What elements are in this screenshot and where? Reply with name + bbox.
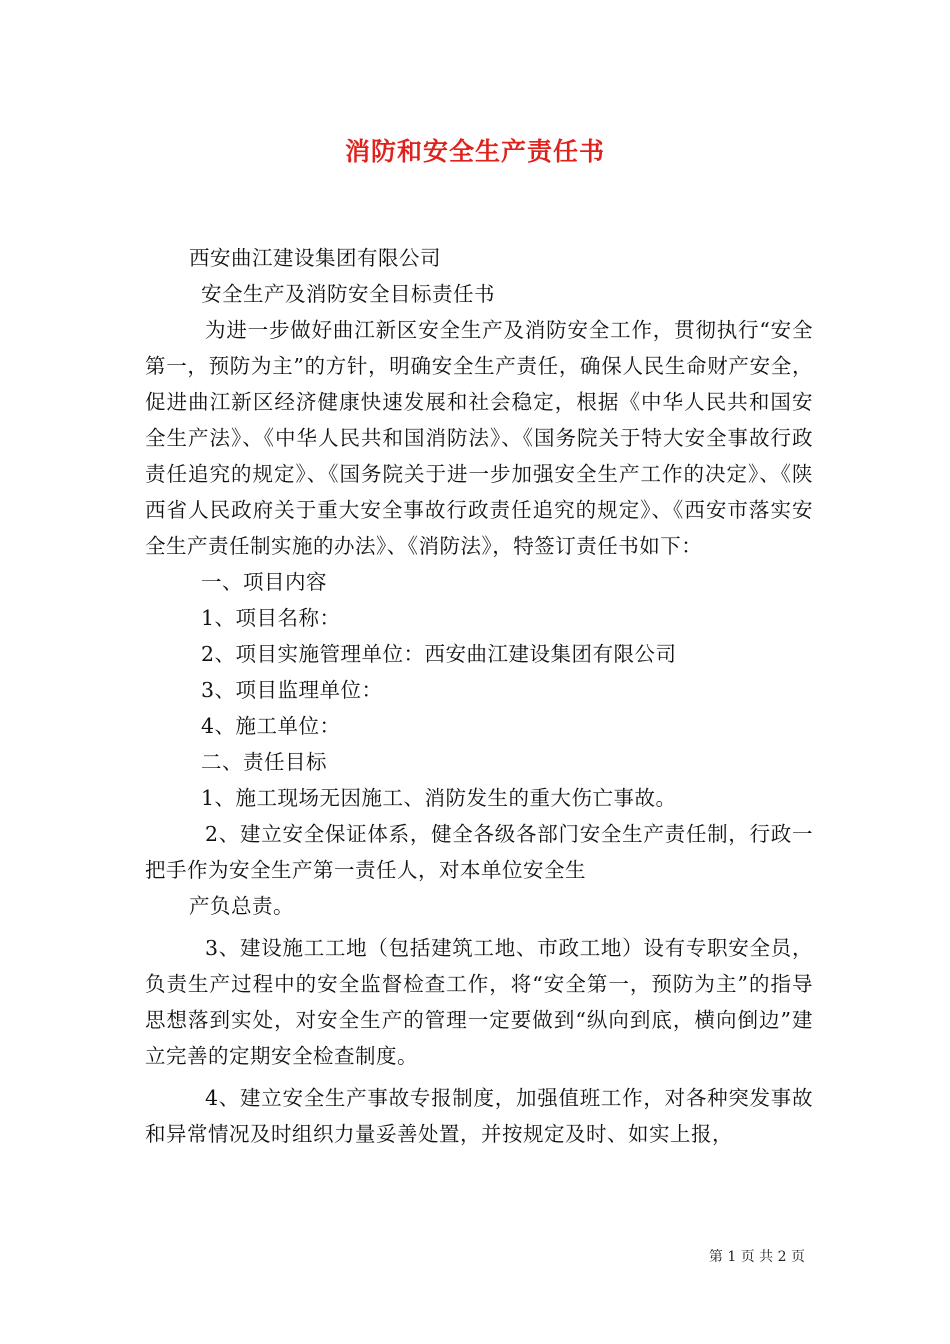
section-heading-project: 一、项目内容 xyxy=(201,570,327,594)
project-item: 1、项目名称： xyxy=(201,606,341,630)
document-title: 消防和安全生产责任书 xyxy=(344,137,605,166)
goal-item: 1、施工现场无因施工、消防发生的重大伤亡事故。 xyxy=(201,786,677,810)
company-name: 西安曲江建设集团有限公司 xyxy=(189,246,441,270)
project-item: 3、项目监理单位： xyxy=(201,678,383,702)
document-body xyxy=(145,240,813,1152)
intro-paragraph: 为进一步做好曲江新区安全生产及消防安全工作，贯彻执行“安全第一，预防为主”的方针，明确安全生产责任，确保人民生命财产安全，促进曲江新区经济健康快速发展和社会稳定，根据《中华人民共和国安全生产法》、《中华人民共和国消防法》、《国务院关于特大安全事故行政责任追究的规定》、《国务院关于进一步加强安全生产工作的决定》、《陕西省人民政府关于重大安全事故行政责任追究的规定》、《西安市落实安全生产责任制实施的办法》、《消防法》，特签订责任书如下： xyxy=(145,318,813,558)
project-item: 4、施工单位： xyxy=(201,714,341,738)
goal-item: 4、建立安全生产事故专报制度，加强值班工作，对各种突发事故和异常情况及时组织力量妥善处置，并按规定及时、如实上报， xyxy=(145,1086,813,1146)
section-heading-goals: 二、责任目标 xyxy=(201,750,327,774)
document-subtitle: 安全生产及消防安全目标责任书 xyxy=(201,282,495,306)
project-item: 2、项目实施管理单位：西安曲江建设集团有限公司 xyxy=(201,642,677,666)
goal-item-continued: 产负总责。 xyxy=(189,894,294,918)
page-number: 第 1 页 共 2 页 xyxy=(708,1249,805,1265)
goal-item: 3、建设施工工地（包括建筑工地、市政工地）设有专职安全员，负责生产过程中的安全监督检查工作，将“安全第一，预防为主”的指导思想落到实处，对安全生产的管理一定要做到“纵向到底，横向倒边”建立完善的定期安全检查制度。 xyxy=(145,936,813,1068)
goal-item: 2、建立安全保证体系，健全各级各部门安全生产责任制，行政一把手作为安全生产第一责任人，对本单位安全生 xyxy=(145,822,813,882)
